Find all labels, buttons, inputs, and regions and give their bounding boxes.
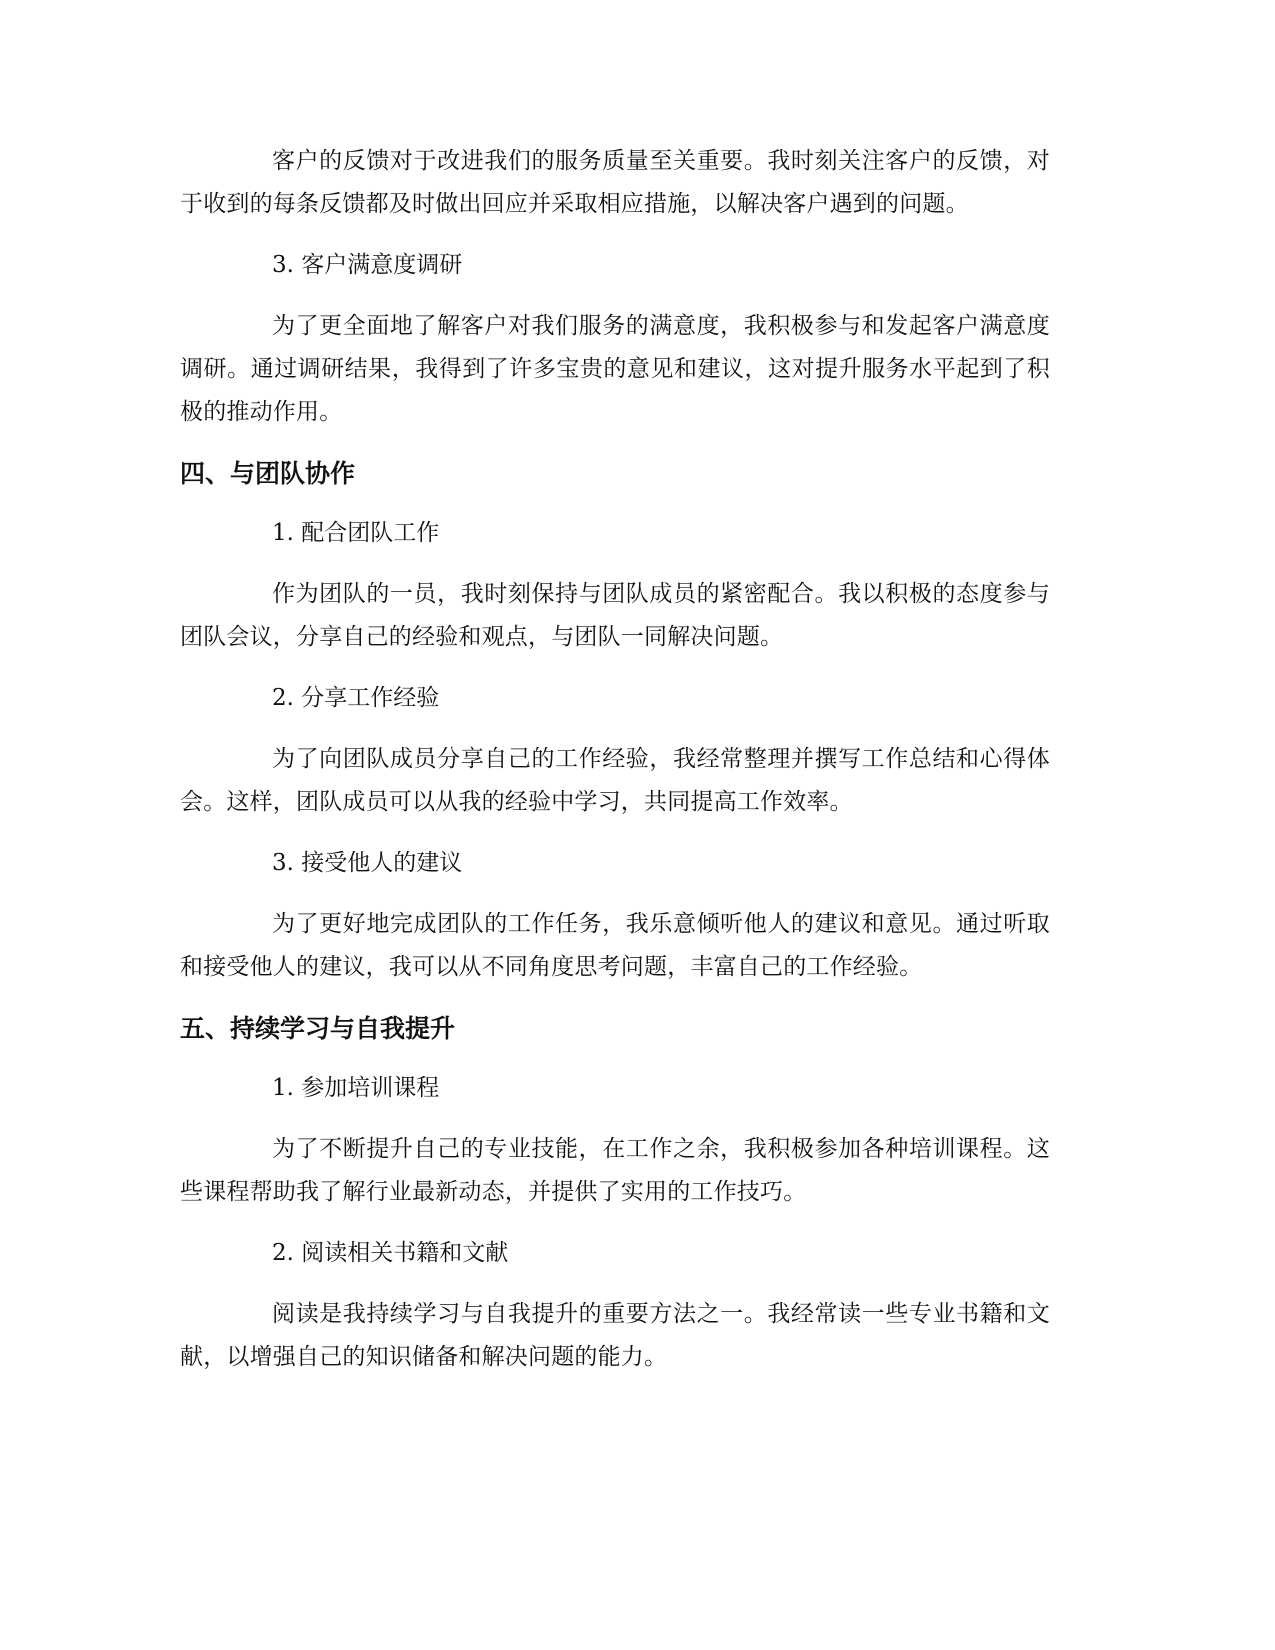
paragraph-reading: 阅读是我持续学习与自我提升的重要方法之一。我经常读一些专业书籍和文献，以增强自己的知识储备和解决问题的能力。 (180, 1301, 1050, 1370)
section-heading-teamwork: 四、与团队协作 (180, 459, 356, 488)
paragraph-share-experience: 为了向团队成员分享自己的工作经验，我经常整理并撰写工作总结和心得体会。这样，团队成员可以从我的经验中学习，共同提高工作效率。 (180, 746, 1050, 815)
section-heading-learning: 五、持续学习与自我提升 (180, 1014, 456, 1043)
paragraph-customer-feedback: 客户的反馈对于改进我们的服务质量至关重要。我时刻关注客户的反馈，对于收到的每条反馈都及时做出回应并采取相应措施，以解决客户遇到的问题。 (180, 148, 1050, 217)
subheading-share-experience: 2. 分享工作经验 (272, 685, 440, 711)
subheading-training-courses: 1. 参加培训课程 (272, 1075, 440, 1101)
subheading-satisfaction-survey: 3. 客户满意度调研 (272, 252, 463, 278)
paragraph-training-courses: 为了不断提升自己的专业技能，在工作之余，我积极参加各种培训课程。这些课程帮助我了解行业最新动态，并提供了实用的工作技巧。 (180, 1136, 1050, 1205)
subheading-reading: 2. 阅读相关书籍和文献 (272, 1240, 509, 1266)
document-body (180, 140, 1050, 1397)
paragraph-satisfaction-survey: 为了更全面地了解客户对我们服务的满意度，我积极参与和发起客户满意度调研。通过调研结果，我得到了许多宝贵的意见和建议，这对提升服务水平起到了积极的推动作用。 (180, 313, 1050, 425)
subheading-team-cooperation: 1. 配合团队工作 (272, 520, 440, 546)
paragraph-team-cooperation: 作为团队的一员，我时刻保持与团队成员的紧密配合。我以积极的态度参与团队会议，分享自己的经验和观点，与团队一同解决问题。 (180, 581, 1050, 650)
paragraph-accept-advice: 为了更好地完成团队的工作任务，我乐意倾听他人的建议和意见。通过听取和接受他人的建议，我可以从不同角度思考问题，丰富自己的工作经验。 (180, 911, 1050, 980)
subheading-accept-advice: 3. 接受他人的建议 (272, 850, 463, 876)
